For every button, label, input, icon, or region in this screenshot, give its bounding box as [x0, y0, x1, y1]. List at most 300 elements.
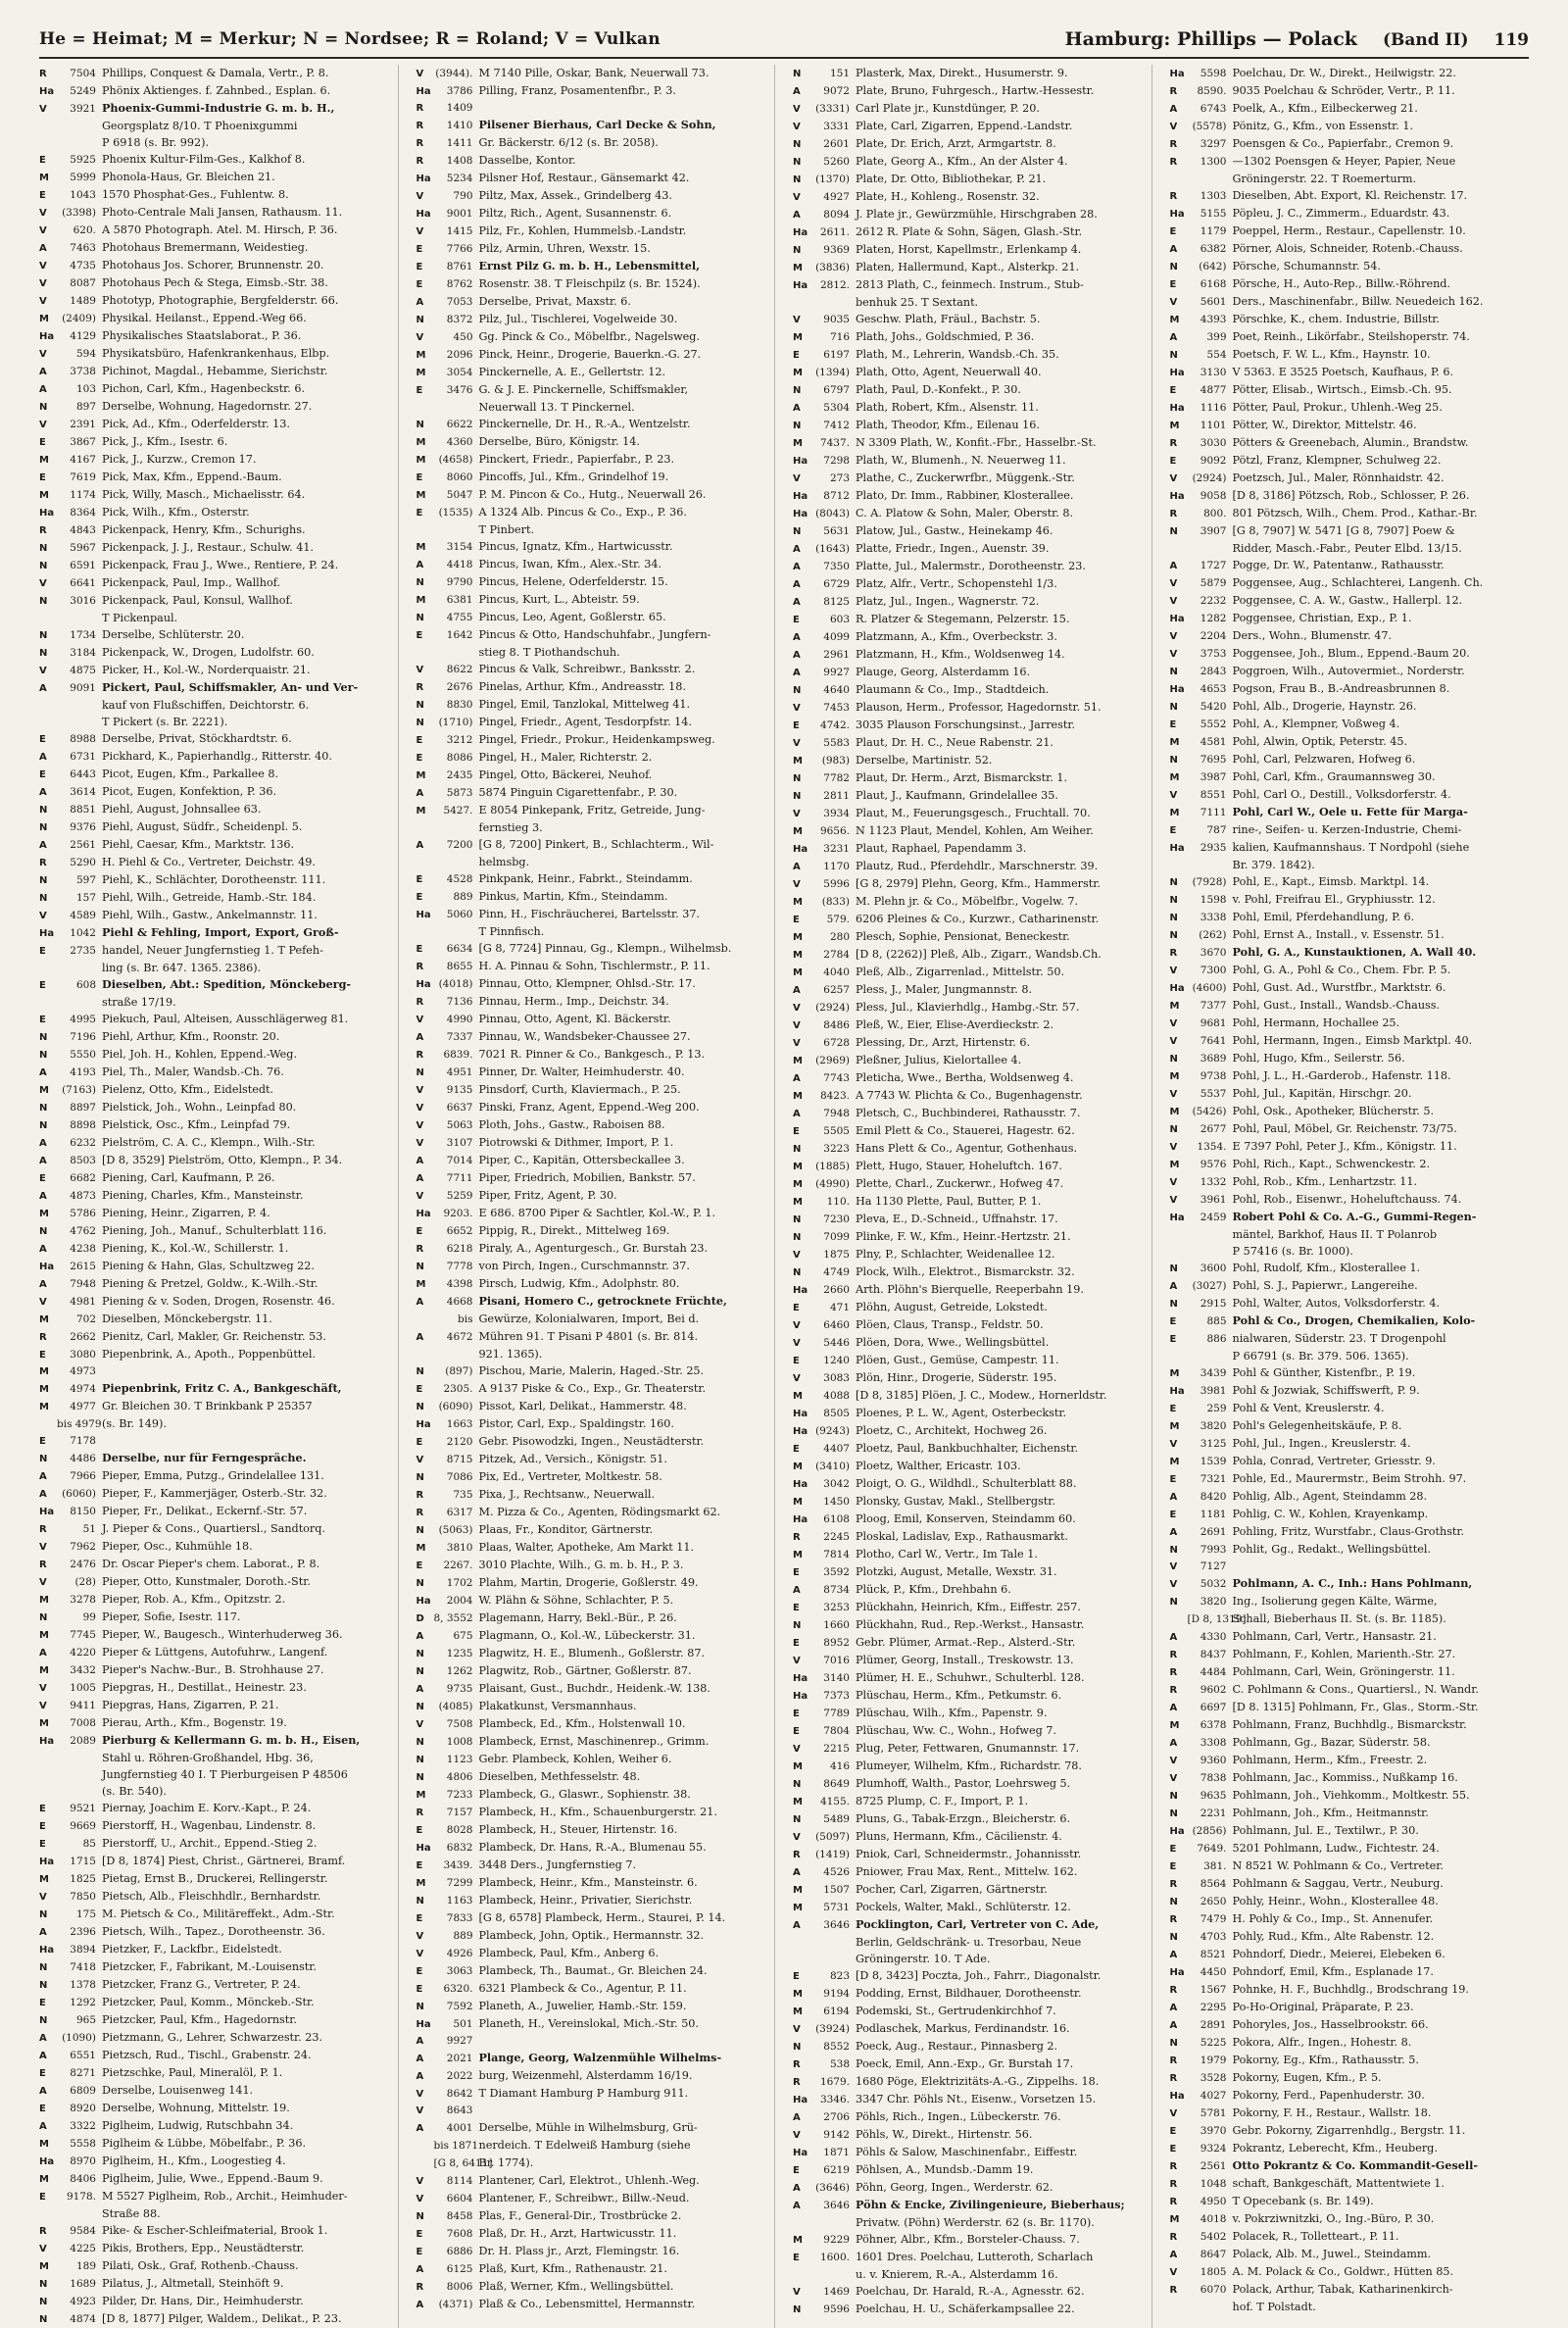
entry-text: Plonsky, Gustav, Makl., Stellbergstr.	[856, 1495, 1055, 1508]
entry-text: Pöhn, Georg, Ingen., Werderstr. 62.	[856, 2181, 1054, 2194]
exchange-code: M	[39, 490, 49, 501]
entry-text: Plückhahn, Rud., Rep.-Werkst., Hansastr.	[856, 1618, 1085, 1631]
exchange-code: N	[1169, 1597, 1178, 1608]
directory-entry	[1170, 2034, 1524, 2052]
phone-number: 6641	[70, 577, 96, 589]
phone-number: 3476	[446, 384, 473, 396]
phone-number: 7196	[70, 1031, 96, 1043]
phone-number: 4238	[70, 1243, 96, 1255]
phone-number: 800.	[1203, 508, 1227, 520]
directory-entry	[39, 2100, 392, 2117]
exchange-code: N	[39, 2279, 48, 2290]
directory-entry	[1170, 1981, 1524, 1999]
exchange-code: Ha	[793, 509, 808, 520]
exchange-code: E	[793, 1567, 800, 1578]
entry-text: Ploth, Johs., Gastw., Raboisen 88.	[478, 1118, 665, 1131]
exchange-code: E	[793, 1971, 800, 1982]
directory-entry	[793, 118, 1146, 135]
exchange-code: R	[1169, 2161, 1178, 2172]
exchange-code: V	[39, 2244, 47, 2254]
entry-text: Poggensee, Joh., Blum., Eppend.-Baum 20.	[1232, 647, 1470, 660]
exchange-code: Ha	[1169, 368, 1185, 378]
exchange-code: V	[39, 578, 47, 589]
directory-entry	[39, 416, 392, 433]
phone-number: 3528	[1200, 2072, 1227, 2084]
phone-number: 7782	[823, 772, 850, 784]
exchange-code: E	[39, 1839, 46, 1850]
exchange-code: N	[793, 685, 802, 696]
entry-text: Pötter, Elisab., Wirtsch., Eimsb.-Ch. 95.	[1232, 383, 1452, 396]
entry-text: Plaut, Dr. Herm., Arzt, Bismarckstr. 1.	[856, 771, 1068, 784]
entry-text: Derselbe, Büro, Königstr. 14.	[478, 435, 640, 448]
phone-number: 8006	[446, 2281, 473, 2293]
phone-number: 675	[453, 1630, 473, 1642]
phone-number: 9058	[1200, 490, 1227, 502]
exchange-code: V	[793, 1020, 801, 1031]
directory-entry	[1170, 627, 1524, 645]
directory-entry	[1170, 997, 1524, 1015]
directory-entry	[1170, 1752, 1524, 1769]
directory-entry	[416, 1610, 769, 1627]
phone-number: 8086	[446, 752, 473, 764]
exchange-code: A	[39, 1156, 47, 1166]
directory-entry	[39, 836, 392, 854]
exchange-code: V	[1169, 1439, 1178, 1450]
phone-number: 716	[829, 331, 850, 343]
entry-text: Pielstick, Osc., Kfm., Leinpfad 79.	[102, 1118, 291, 1131]
phone-number: 4225	[70, 2243, 96, 2254]
exchange-code: N	[793, 1779, 802, 1790]
directory-entry	[39, 222, 392, 239]
directory-entry	[1170, 804, 1524, 821]
exchange-code: A	[416, 2264, 424, 2275]
directory-entry	[39, 854, 392, 871]
phone-number: 3063	[446, 1965, 473, 1977]
directory-entry	[793, 1440, 1146, 1458]
directory-entry	[1170, 1209, 1524, 1226]
directory-entry	[1170, 135, 1524, 153]
directory-entry	[39, 730, 392, 748]
entry-text: Plaß, Werner, Kfm., Wellingsbüttel.	[478, 2280, 674, 2293]
entry-text: P 66791 (s. Br. 379. 506. 1365).	[1232, 1350, 1409, 1362]
phone-number: (5426)	[1192, 1106, 1227, 1117]
exchange-code: Ha	[1169, 1386, 1185, 1397]
phone-number: 1871	[823, 2147, 850, 2158]
phone-number: 3080	[70, 1349, 96, 1361]
exchange-code: M	[793, 1056, 803, 1066]
directory-entry	[1170, 434, 1524, 452]
phone-number: 3223	[823, 1143, 850, 1155]
phone-number: 7230	[823, 1214, 850, 1225]
exchange-code: A	[793, 650, 801, 661]
directory-entry	[1170, 118, 1524, 135]
entry-text: Plotzki, August, Metalle, Wexstr. 31.	[856, 1565, 1057, 1578]
exchange-code: N	[1169, 755, 1178, 766]
entry-text: Plautz, Rud., Pferdehdlr., Marschnerstr. 39.	[856, 860, 1099, 872]
directory-entry	[416, 661, 769, 678]
directory-entry	[416, 2190, 769, 2207]
phone-number: 2459	[1200, 1212, 1227, 1223]
directory-entry	[1170, 522, 1524, 540]
phone-number: 4528	[446, 873, 473, 885]
entry-text: Piltz, Rich., Agent, Susannenstr. 6.	[478, 207, 672, 220]
phone-number: 9324	[1200, 2143, 1227, 2155]
directory-entry	[416, 1064, 769, 1081]
phone-number: 3042	[823, 1478, 850, 1490]
phone-number: 4193	[70, 1066, 96, 1078]
entry-text: Piehl, Wilh., Getreide, Hamb.-Str. 184.	[102, 891, 317, 904]
directory-entry	[416, 1645, 769, 1662]
entry-text: Pohl, Carl W., Oele u. Fette für Marga-	[1232, 805, 1468, 818]
entry-text: Plinke, F. W., Kfm., Heinr.-Hertzstr. 21.	[856, 1230, 1071, 1243]
entry-text: Piepgras, H., Destillat., Heinestr. 23.	[102, 1681, 307, 1694]
exchange-code: Ha	[39, 86, 55, 97]
exchange-code: M	[793, 368, 803, 378]
directory-entry	[1170, 962, 1524, 979]
directory-entry	[793, 2003, 1146, 2020]
phone-number: 3432	[70, 1664, 96, 1676]
exchange-code: R	[416, 997, 424, 1008]
exchange-code: A	[416, 2054, 424, 2064]
directory-entry	[39, 766, 392, 783]
phone-number: 8988	[70, 733, 96, 745]
entry-text: Derselbe, Schlüterstr. 20.	[102, 628, 245, 641]
phone-number: 1734	[70, 629, 96, 641]
directory-entry	[39, 976, 392, 994]
entry-text: 7021 R. Pinner & Co., Bankgesch., P. 13.	[478, 1048, 706, 1061]
exchange-code: Ha	[1169, 843, 1185, 854]
directory-entry	[416, 1857, 769, 1874]
directory-entry	[793, 1211, 1146, 1228]
entry-text: Plambeck, Heinr., Kfm., Mansteinstr. 6.	[478, 1876, 698, 1889]
entry-text: J. Pieper & Cons., Quartiersl., Sandtorq.	[102, 1522, 325, 1535]
phone-number: 2915	[1200, 1298, 1227, 1310]
entry-text: Pohlmann, Carl, Vertr., Hansastr. 21.	[1232, 1630, 1437, 1643]
phone-number: 4742.	[819, 719, 850, 731]
phone-number: 889	[453, 891, 473, 903]
exchange-code: N	[1169, 1897, 1178, 1907]
directory-entry	[39, 1817, 392, 1835]
phone-number: (1535)	[438, 507, 473, 519]
entry-text: Pinnau, Otto, Agent, Kl. Bäckerstr.	[478, 1013, 671, 1025]
phone-number: 9656.	[819, 825, 850, 837]
entry-text: Pingel, Friedr., Prokur., Heidenkampsweg.	[478, 733, 715, 746]
directory-entry	[1170, 1840, 1524, 1857]
phone-number: 3670	[1200, 947, 1227, 959]
directory-entry	[793, 2020, 1146, 2038]
exchange-code: E	[416, 472, 423, 483]
exchange-code: N	[416, 2002, 424, 2012]
entry-text: Pincus & Otto, Handschuhfabr., Jungfern-	[478, 628, 711, 641]
exchange-code: M	[39, 1665, 49, 1676]
exchange-code: A	[39, 367, 47, 377]
phone-number: 8, 3552	[433, 1612, 473, 1624]
directory-entry	[39, 1275, 392, 1293]
entry-text: Pixa, J., Rechtsanw., Neuerwall.	[478, 1488, 656, 1501]
phone-number: 4018	[1200, 2213, 1227, 2225]
entry-text: Pockels, Walter, Makl., Schlüterstr. 12.	[856, 1901, 1071, 1913]
directory-entry	[793, 100, 1146, 118]
directory-entry	[39, 1311, 392, 1328]
exchange-code: A	[1169, 244, 1178, 255]
phone-number: 110.	[826, 1196, 850, 1208]
entry-text: Pohlmann, Joh., Kfm., Heitmannstr.	[1232, 1807, 1429, 1819]
entry-text: Pinelas, Arthur, Kfm., Andreasstr. 18.	[478, 680, 686, 693]
entry-text: Pöhn & Encke, Zivilingenieure, Bieberhaus;	[856, 2198, 1125, 2211]
directory-entry	[1170, 258, 1524, 275]
exchange-code: R	[1169, 1667, 1178, 1678]
entry-text: Pitzek, Ad., Versich., Königstr. 51.	[478, 1453, 667, 1465]
exchange-code: Ha	[1169, 1213, 1185, 1223]
directory-entry	[1170, 1523, 1524, 1541]
page-title: Hamburg: Phillips — Polack	[1064, 28, 1357, 50]
exchange-code: N	[1169, 913, 1178, 923]
exchange-code: E	[1169, 2126, 1177, 2137]
entry-text: Pluns, G., Tabak-Erzgn., Bleicherstr. 6.	[856, 1812, 1071, 1825]
exchange-code: N	[39, 822, 48, 833]
entry-text: Pless, J., Maler, Jungmannstr. 8.	[856, 983, 1033, 996]
directory-entry	[39, 1363, 392, 1380]
phone-number: 3030	[1200, 437, 1227, 449]
directory-entry	[1170, 1260, 1524, 1277]
exchange-code: M	[1169, 808, 1180, 818]
exchange-code: N	[793, 1214, 802, 1225]
exchange-code: A	[793, 579, 801, 590]
directory-entry	[39, 1081, 392, 1099]
exchange-code: N	[793, 1814, 802, 1825]
exchange-code: Ha	[416, 1843, 431, 1854]
entry-text: Pierstorff, U., Archit., Eppend.-Stieg 2.	[102, 1837, 318, 1850]
entry-text: Pohlmann, Herm., Kfm., Freestr. 2.	[1232, 1754, 1428, 1766]
directory-entry	[39, 1714, 392, 1732]
directory-entry	[416, 1698, 769, 1715]
phone-number: 5234	[446, 173, 473, 184]
directory-entry	[39, 1258, 392, 1275]
phone-number: 9738	[1200, 1070, 1227, 1082]
entry-text: Pöhls & Salow, Maschinenfabr., Eiffestr.	[856, 2146, 1078, 2158]
entry-text: Pohl, Carl O., Destill., Volksdorferstr. 4.	[1232, 788, 1451, 801]
entry-text: Pietzcker, Paul, Kfm., Hagedornstr.	[102, 2013, 297, 2026]
entry-text: Pilz, Fr., Kohlen, Hummelsb.-Landstr.	[478, 224, 687, 237]
phone-number: (7163)	[62, 1084, 96, 1096]
exchange-code: R	[39, 2226, 47, 2237]
directory-entry	[1170, 346, 1524, 364]
exchange-code: V	[793, 1038, 801, 1049]
entry-text: Ploigt, O. G., Wildhdl., Schulterblatt 88.	[856, 1477, 1077, 1490]
exchange-code: E	[416, 2229, 423, 2240]
phone-number: 897	[75, 401, 96, 413]
phone-number: 4418	[446, 559, 473, 570]
directory-entry	[1170, 470, 1524, 487]
entry-text: Piel, Joh. H., Kohlen, Eppend.-Weg.	[102, 1048, 298, 1061]
phone-number: 3338	[1200, 912, 1227, 923]
directory-entry	[793, 522, 1146, 540]
phone-number: 8761	[446, 261, 473, 272]
exchange-code: E	[39, 155, 46, 166]
exchange-code: M	[39, 314, 49, 324]
phone-number: 8437	[1200, 1649, 1227, 1660]
directory-entry	[39, 65, 392, 82]
exchange-code: M	[1169, 1001, 1180, 1012]
entry-text: Piel, Th., Maler, Wandsb.-Ch. 76.	[102, 1065, 284, 1078]
directory-entry	[1170, 1610, 1524, 1628]
entry-text: Pohl, J. L., H.-Garderob., Hafenstr. 118.	[1232, 1069, 1451, 1082]
exchange-code: A	[416, 297, 424, 308]
column-4	[1170, 65, 1530, 2328]
phone-number: 6168	[1200, 278, 1227, 290]
entry-text: v. Pokrziwnitzki, O., Ing.-Büro, P. 30.	[1232, 2212, 1435, 2225]
phone-number: 7479	[1200, 1913, 1227, 1925]
entry-text: 2813 Plath, C., feinmech. Instrum., Stub-	[856, 278, 1084, 291]
exchange-code: N	[416, 2211, 424, 2222]
entry-text: Platen, Hallermund, Kapt., Alsterkp. 21.	[856, 261, 1080, 273]
entry-text: benhuk 25. T Sextant.	[856, 296, 979, 309]
exchange-code: V	[39, 104, 47, 115]
directory-entry	[1170, 663, 1524, 680]
directory-entry	[39, 100, 392, 118]
exchange-code: E	[1169, 1474, 1177, 1485]
exchange-code: A	[1169, 1281, 1178, 1292]
directory-entry	[793, 2249, 1146, 2266]
directory-entry	[416, 923, 769, 940]
entry-text: Pohl's Gelegenheitskäufe, P. 8.	[1232, 1419, 1402, 1432]
phone-number: 6194	[823, 2006, 850, 2017]
entry-text: Pietsch, Alb., Fleischhdlr., Bernhardstr.	[102, 1890, 321, 1903]
exchange-code: R	[1169, 1879, 1178, 1890]
entry-text: Plny, P., Schlachter, Weidenallee 12.	[856, 1248, 1055, 1261]
entry-text: Pniower, Frau Max, Rent., Mittelw. 162.	[856, 1865, 1078, 1878]
exchange-code: V	[1169, 1142, 1178, 1153]
phone-number: 4874	[70, 2313, 96, 2325]
directory-entry	[1170, 2299, 1524, 2315]
directory-entry	[1170, 1910, 1524, 1928]
directory-entry	[793, 1299, 1146, 1316]
exchange-code: M	[1169, 1421, 1180, 1432]
entry-text: Pohl & Vent, Kreuslerstr. 4.	[1232, 1402, 1385, 1414]
directory-entry	[39, 574, 392, 592]
directory-entry	[793, 858, 1146, 875]
directory-entry	[1170, 1191, 1524, 1209]
entry-text: Pick, Ad., Kfm., Oderfelderstr. 13.	[102, 418, 290, 430]
phone-number: (9243)	[815, 1425, 850, 1437]
exchange-code: M	[39, 173, 49, 183]
exchange-code: M	[793, 826, 803, 837]
phone-number: (1885)	[815, 1161, 850, 1172]
exchange-code: V	[1169, 1195, 1178, 1206]
phone-number: 5225	[1200, 2037, 1227, 2049]
entry-text: A 1324 Alb. Pincus & Co., Exp., P. 36.	[478, 506, 687, 519]
directory-entry	[39, 1205, 392, 1222]
phone-number: 7008	[70, 1717, 96, 1729]
entry-text: Pielstick, Joh., Wohn., Leinpfad 80.	[102, 1101, 297, 1114]
exchange-code: Ha	[793, 1673, 808, 1684]
entry-text: Pieper, Fr., Delikat., Eckernf.-Str. 57.	[102, 1505, 308, 1517]
directory-entry	[39, 626, 392, 644]
exchange-code: M	[416, 770, 426, 781]
directory-entry	[1170, 857, 1524, 873]
entry-text: Piehl, Caesar, Kfm., Marktstr. 136.	[102, 838, 295, 851]
entry-text: M. Plehn jr. & Co., Möbelfbr., Vogelw. 7.	[856, 895, 1079, 908]
directory-entry	[793, 999, 1146, 1016]
directory-entry	[793, 840, 1146, 858]
directory-entry	[39, 1958, 392, 1976]
directory-entry	[39, 801, 392, 818]
exchange-code: N	[1169, 1932, 1178, 1943]
phone-number: (4085)	[438, 1701, 473, 1712]
exchange-code: V	[1169, 1773, 1178, 1784]
directory-entry	[39, 924, 392, 942]
entry-text: Pleticha, Wwe., Bertha, Woldsenweg 4.	[856, 1071, 1074, 1084]
exchange-code: N	[793, 245, 802, 256]
exchange-code: A	[416, 2036, 424, 2047]
exchange-code: M	[416, 806, 426, 817]
phone-number: 8060	[446, 471, 473, 483]
entry-text: Plagwitz, Rob., Gärtner, Goßlerstr. 87.	[478, 1664, 692, 1677]
entry-text: Piehl, K., Schlächter, Dorotheenstr. 111.	[102, 873, 326, 886]
phone-number: 7608	[446, 2228, 473, 2240]
exchange-code: V	[39, 296, 47, 307]
directory-entry	[793, 1581, 1146, 1599]
exchange-code: V	[1169, 2267, 1178, 2278]
directory-entry	[39, 697, 392, 714]
directory-entry	[793, 135, 1146, 153]
phone-number: 103	[75, 383, 96, 395]
phone-number: 2735	[70, 945, 96, 957]
directory-entry	[416, 346, 769, 364]
directory-entry	[416, 1680, 769, 1698]
phone-number: 9635	[1200, 1790, 1227, 1802]
phone-number: 7127	[1200, 1560, 1227, 1572]
exchange-code: R	[1169, 157, 1178, 168]
phone-number: 620.	[73, 224, 96, 236]
exchange-code: V	[416, 1949, 424, 1959]
directory-entry	[39, 1644, 392, 1661]
directory-entry	[793, 2301, 1146, 2318]
phone-number: 2660	[823, 1284, 850, 1296]
phone-number: 5967	[70, 542, 96, 554]
phone-number: 4873	[70, 1190, 96, 1202]
exchange-code: E	[416, 1560, 423, 1571]
directory-entry	[416, 2207, 769, 2225]
phone-number: [G 8, 6411]	[433, 2157, 493, 2169]
exchange-code: M	[39, 1595, 49, 1606]
directory-entry	[39, 1520, 392, 1538]
exchange-code: V	[39, 1542, 47, 1553]
phone-number: 1300	[1200, 156, 1227, 168]
entry-text: Pietzmann, G., Lehrer, Schwarzestr. 23.	[102, 2031, 323, 2044]
directory-entry	[416, 940, 769, 958]
exchange-code: N	[1169, 262, 1178, 272]
exchange-code: M	[416, 368, 426, 378]
entry-text: Piening, K., Kol.-W., Schillerstr. 1.	[102, 1242, 289, 1255]
exchange-code: E	[416, 1384, 423, 1395]
exchange-code: A	[1169, 2020, 1178, 2031]
exchange-code: E	[1169, 2144, 1177, 2155]
directory-entry	[416, 311, 769, 328]
directory-entry	[39, 748, 392, 766]
entry-text: Pisani, Homero C., getrocknete Früchte,	[478, 1294, 727, 1308]
phone-number: (2409)	[62, 313, 96, 324]
directory-entry	[39, 942, 392, 960]
entry-text: Pilder, Dr. Hans, Dir., Heimhuderstr.	[102, 2295, 304, 2307]
entry-text: Plaas, Walter, Apotheke, Am Markt 11.	[478, 1541, 695, 1554]
entry-text: Picker, H., Kol.-W., Norderquaistr. 21.	[102, 664, 311, 676]
entry-text: Pierstorff, H., Wagenbau, Lindenstr. 8.	[102, 1819, 317, 1832]
directory-entry	[1170, 65, 1524, 82]
entry-text: M 7140 Pille, Oskar, Bank, Neuerwall 73.	[478, 67, 710, 79]
entry-text: Derselbe, Wohnung, Hagedornstr. 27.	[102, 400, 313, 413]
directory-entry	[793, 1105, 1146, 1122]
